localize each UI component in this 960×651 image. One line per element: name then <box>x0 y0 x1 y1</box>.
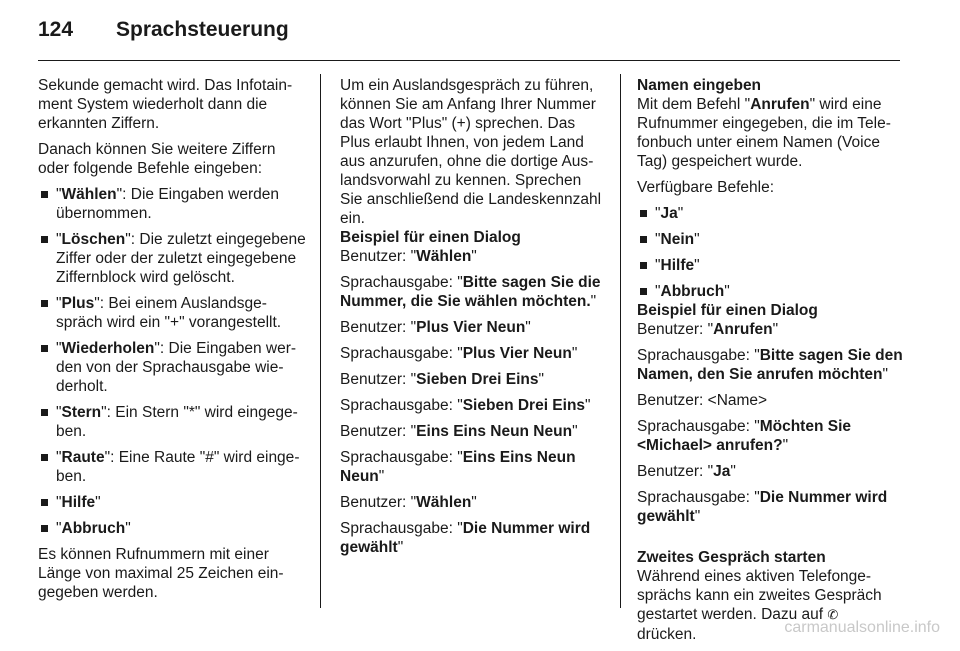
dialog-line: Benutzer: "Wählen" <box>340 248 477 265</box>
command-desc: : Die Eingaben werden von der Sprachausgabe wiederholt. <box>56 340 297 395</box>
command-list-item: "Abbruch" <box>38 519 306 538</box>
paragraph: Es können Rufnummern mit einer Länge von maximal 25 Zeichen eingegeben werden. <box>38 546 284 601</box>
dialog-line: Sprachausgabe: "Die Nummer wird gewählt" <box>637 489 888 525</box>
page-title: Sprachsteuerung <box>116 18 289 41</box>
dialog-line: Benutzer: "Eins Eins Neun Neun" <box>340 423 578 440</box>
command-name: Plus <box>61 295 95 312</box>
section-heading: Zweites Gespräch starten <box>637 549 826 566</box>
command-desc: : Ein Stern "*" wird eingegeben. <box>56 404 298 440</box>
command-list-item: "Hilfe" <box>637 256 905 275</box>
page-header <box>38 18 289 48</box>
dialog-line: Sprachausgabe: "Sieben Drei Eins" <box>340 397 591 414</box>
command-name: Abbruch <box>660 283 725 300</box>
dialog-line: Sprachausgabe: "Plus Vier Neun" <box>340 345 578 362</box>
section-heading: Beispiel für einen Dialog <box>637 302 818 319</box>
phone-call-icon: ✆ <box>827 608 839 623</box>
column-1 <box>38 76 306 609</box>
dialog-line: Sprachausgabe: "Bitte sagen Sie die Nummer, die Sie wählen möchten." <box>340 274 601 310</box>
command-name: Hilfe <box>61 494 96 511</box>
command-list-item: "Plus": Bei einem Auslandsgespräch wird ein "+" vorangestellt. <box>38 294 306 332</box>
command-name: Nein <box>660 231 695 248</box>
dialog-line: Benutzer: "Plus Vier Neun" <box>340 319 531 336</box>
command-list-item: "Wählen": Die Eingaben werden übernommen. <box>38 185 306 223</box>
page-number: 124 <box>38 18 74 41</box>
command-name: Abbruch <box>61 520 126 537</box>
command-name: Raute <box>61 449 105 466</box>
paragraph: Sekunde gemacht wird. Das Infotainment System wiederholt dann die erkannten Ziffern. <box>38 77 293 132</box>
paragraph: Mit dem Befehl "Anrufen" wird eine Rufnummer eingegeben, die im Telefonbuch unter einem Namen (Voice Tag) gespeichert wurde. <box>637 96 891 170</box>
command-list-item: "Löschen": Die zuletzt eingegebene Ziffer oder der zuletzt eingegebene Ziffernblock wird gelöscht. <box>38 230 306 287</box>
dialog-line: Sprachausgabe: "Die Nummer wird gewählt" <box>340 520 591 556</box>
dialog-line: Benutzer: "Ja" <box>637 463 736 480</box>
command-desc: : Bei einem Auslandsgespräch wird ein "+" vorangestellt. <box>56 295 282 331</box>
column-2 <box>340 76 605 564</box>
command-list-item: "Stern": Ein Stern "*" wird eingegeben. <box>38 403 306 441</box>
paragraph: Um ein Auslandsgespräch zu führen, können Sie am Anfang Ihrer Nummer das Wort "Plus" (+) sprechen. Das Plus erlaubt Ihnen, von jedem Land aus anzurufen, ohne die dortige Auslandsvorwahl zu kennen. Sprechen Sie anschließend die Landeskennzahl ein. <box>340 77 602 227</box>
dialog-line: Sprachausgabe: "Möchten Sie <Michael> anrufen?" <box>637 418 852 454</box>
command-name: Hilfe <box>660 257 695 274</box>
command-name: Wählen <box>61 186 117 203</box>
command-list-item: "Nein" <box>637 230 905 249</box>
command-name: Wiederholen <box>61 340 155 357</box>
paragraph: Danach können Sie weitere Ziffern oder folgende Befehle eingeben: <box>38 141 276 177</box>
column-divider-1 <box>320 74 321 608</box>
command-name: Stern <box>61 404 102 421</box>
dialog-line: Sprachausgabe: "Bitte sagen Sie den Namen, den Sie anrufen möchten" <box>637 347 903 383</box>
dialog-line: Benutzer: "Wählen" <box>340 494 477 511</box>
paragraph: Verfügbare Befehle: <box>637 179 775 196</box>
dialog-line: Benutzer: "Anrufen" <box>637 321 779 338</box>
header-rule <box>38 60 900 61</box>
command-name: Ja <box>660 205 678 222</box>
section-heading: Namen eingeben <box>637 77 762 94</box>
column-3 <box>637 76 905 651</box>
dialog-line: Benutzer: "Sieben Drei Eins" <box>340 371 545 388</box>
command-desc: : Die zuletzt eingegebene Ziffer oder der zuletzt eingegebene Ziffernblock wird gelöscht. <box>56 231 306 286</box>
command-desc: : Die Eingaben werden übernommen. <box>56 186 279 222</box>
command-list-item: "Wiederholen": Die Eingaben werden von der Sprachausgabe wiederholt. <box>38 339 306 396</box>
paragraph: Während eines aktiven Telefongesprächs kann ein zweites Gespräch gestartet werden. Dazu auf ✆ drücken. <box>637 568 882 643</box>
dialog-line: Benutzer: <Name> <box>637 392 768 409</box>
section-heading: Beispiel für einen Dialog <box>340 229 521 246</box>
command-list-item: "Raute": Eine Raute "#" wird eingeben. <box>38 448 306 486</box>
dialog-line: Sprachausgabe: "Eins Eins Neun Neun" <box>340 449 576 485</box>
command-name: Löschen <box>61 231 126 248</box>
command-desc: : Eine Raute "#" wird eingeben. <box>56 449 300 485</box>
watermark: carmanualsonline.info <box>784 619 940 636</box>
column-divider-2 <box>620 74 621 608</box>
command-list-item: "Hilfe" <box>38 493 306 512</box>
command-list-item: "Abbruch" <box>637 282 905 301</box>
command-list-item: "Ja" <box>637 204 905 223</box>
